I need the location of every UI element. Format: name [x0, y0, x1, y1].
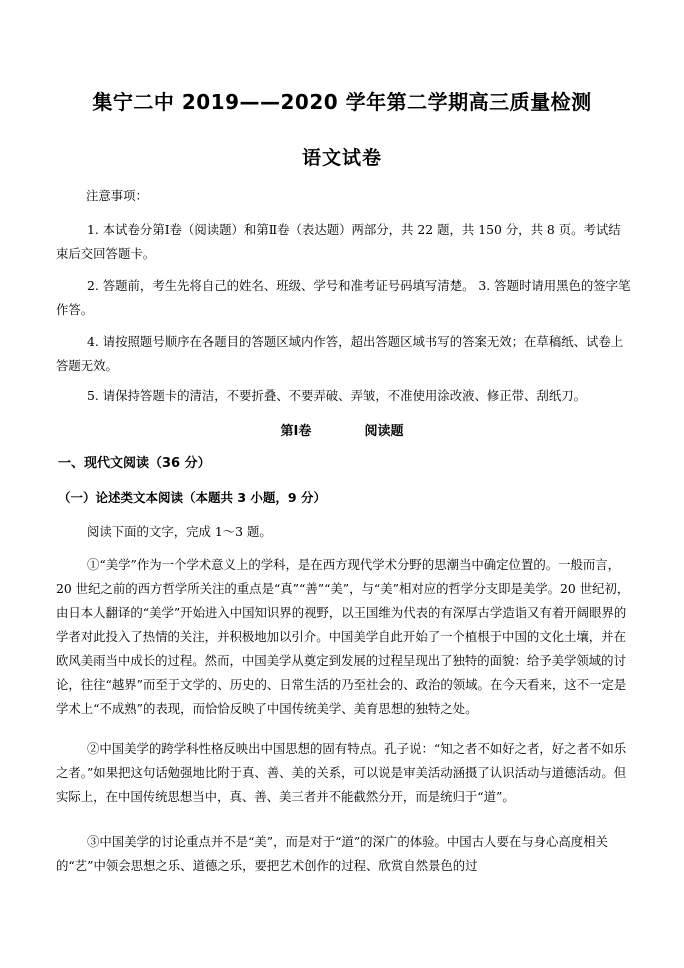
exam-title: 集宁二中 2019——2020 学年第二学期高三质量检测	[92, 90, 592, 114]
part1-name: 阅读题	[364, 424, 404, 439]
part1-label: 第Ⅰ卷	[280, 424, 312, 439]
notice-item-5: 5. 请保持答题卡的清洁，不要折叠、不要弄破、弄皱，不准使用涂改液、修正带、刮纸刀。	[87, 388, 586, 403]
notice-item-2: 2. 答题前，考生先将自己的姓名、班级、学号和准考证号码填写清楚。 3. 答题时请用黑色的签字笔作答。	[56, 278, 631, 317]
passage-paragraph-2: ②中国美学的跨学科性格反映出中国思想的固有特点。孔子说：“知之者不如好之者，好之者不如乐之者。”如果把这句话勉强地比附于真、善、美的关系，可以说是审美活动涵摄了认识活动与道德活动。但实际上，在中国传统思想当中，真、善、美三者并不能截然分开，而是统归于“道”。	[56, 741, 627, 804]
passage-paragraph-1: ①“美学”作为一个学术意义上的学科，是在西方现代学术分野的思潮当中确定位置的。一般而言，20 世纪之前的西方哲学所关注的重点是“真”“善”“美”，与“美”相对应的哲学分支即是美学。20 世纪初，由日本人翻译的“美学”开始进入中国知识界的视野，以王国维为代表的有深厚古学造诣又有着开阔眼界的学者对此投入了热情的关注，并积极地加以引介。中国美学自此开始了一个植根于中国的文化土壤，并在欧风美雨当中成长的过程。然而，中国美学从奠定到发展的过程呈现出了独特的面貌：给予美学领域的讨论，往往“越界”而至于文学的、历史的、日常生活的乃至社会的、政治的领域。在今天看来，这不一定是学术上“不成熟”的表现，而恰恰反映了中国传统美学、美育思想的独特之处。	[56, 557, 630, 716]
notice-item-1: 1. 本试卷分第Ⅰ卷（阅读题）和第Ⅱ卷（表达题）两部分，共 22 题，共 150 分，共 8 页。考试结束后交回答题卡。	[56, 222, 621, 261]
notice-heading: 注意事项：	[86, 188, 148, 203]
section1-heading: 一、现代文阅读（36 分）	[58, 456, 211, 471]
section1-subheading: （一）论述类文本阅读（本题共 3 小题，9 分）	[58, 490, 326, 505]
passage-paragraph-3: ③中国美学的讨论重点并不是“美”，而是对于“道”的深广的体验。中国古人要在与身心高度相关的“艺”中领会思想之乐、道德之乐，要把艺术创作的过程、欣赏自然景色的过	[56, 834, 608, 873]
reading-instruction: 阅读下面的文字，完成 1～3 题。	[87, 524, 272, 539]
exam-subtitle: 语文试卷	[301, 147, 382, 169]
notice-item-4: 4. 请按照题号顺序在各题目的答题区域内作答，超出答题区域书写的答案无效；在草稿纸、试卷上答题无效。	[56, 334, 624, 373]
part1-heading	[0, 420, 684, 439]
